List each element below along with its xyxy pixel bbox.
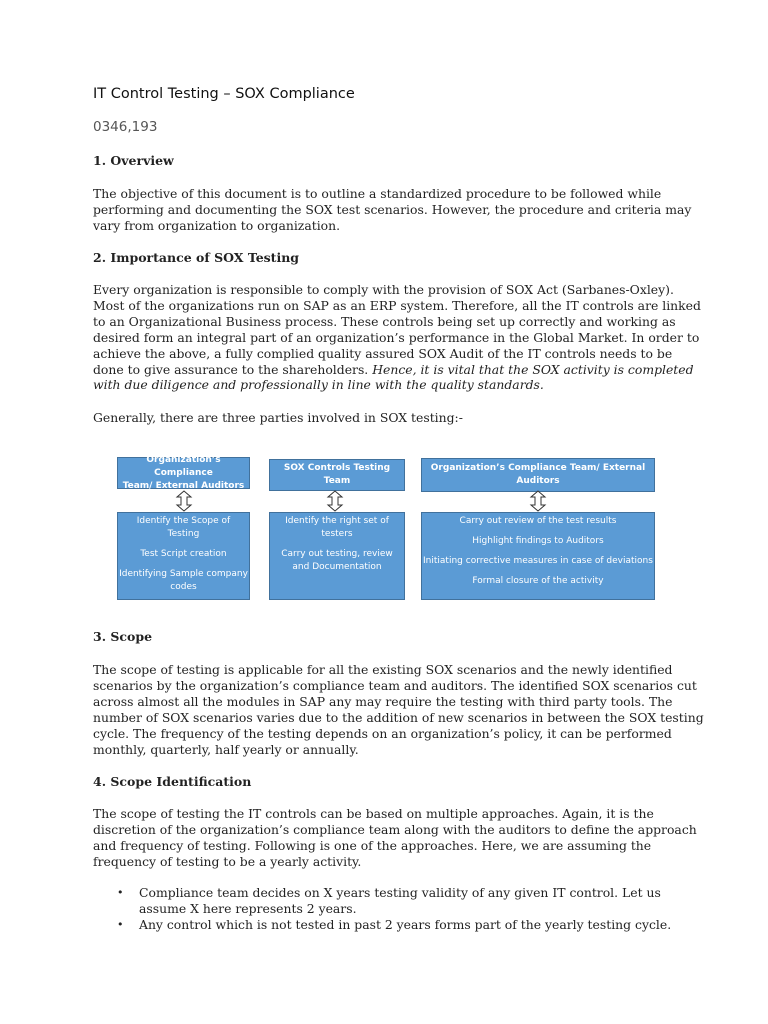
text-line: number of SOX scenarios varies due to the addition of new scenarios in between the SOX testing	[93, 709, 704, 725]
text-line: across almost all the modules in SAP any may require the testing with third party tools. The	[93, 693, 673, 709]
paragraph-scope	[93, 662, 704, 757]
text-line: and frequency of testing. Following is one of the approaches. Here, we are assuming the	[93, 837, 652, 853]
text-line: Most of the organizations run on SAP as an ERP system. Therefore, all the IT controls are linked	[93, 297, 701, 313]
text-line: assume X here represents 2 years.	[139, 900, 357, 916]
text-line: frequency of testing to be a yearly activity.	[93, 853, 362, 869]
text-line: monthly, quarterly, half yearly or annually.	[93, 741, 359, 757]
diagram-text: Carry out review of the test results	[459, 516, 617, 526]
diagram-text: Identify the Scope of	[136, 516, 231, 526]
text-italic: Hence, it is vital that the SOX activity is completed	[372, 361, 694, 377]
diagram-text: codes	[170, 582, 197, 592]
list-item	[117, 917, 677, 933]
diagram-text: Organization’s Compliance Team/ External	[430, 463, 646, 473]
diagram-text: Testing	[167, 529, 200, 539]
text-line: performing and documenting the SOX test scenarios. However, the procedure and criteria may	[93, 201, 692, 217]
section-heading-scope-identification: 4. Scope Identification	[93, 774, 252, 789]
text-line: The scope of testing is applicable for all the existing SOX scenarios and the newly identified	[93, 662, 673, 677]
document-title: IT Control Testing – SOX Compliance	[93, 86, 355, 102]
diagram-text: Test Script creation	[140, 549, 227, 559]
text-line: cycle. The frequency of the testing depends on an organization’s policy, it can be performed	[93, 725, 672, 741]
text-line: scenarios by the organization’s compliance team and auditors. The identified SOX scenarios cut	[93, 677, 697, 693]
text-line: discretion of the organization’s compliance team along with the auditors to define the approach	[93, 821, 697, 837]
diagram-text: SOX Controls Testing Team	[283, 463, 391, 486]
text-plain: done to give assurance to the shareholders.	[93, 361, 373, 377]
bullet-icon: •	[117, 917, 124, 931]
scope-bullet-list	[117, 885, 677, 932]
text-line	[93, 361, 694, 378]
document-number: 0346,193	[93, 119, 158, 135]
diagram-text: Organization’s Compliance	[146, 454, 221, 478]
diagram-header-compliance-external-auditors	[421, 458, 655, 492]
diagram-text: Carry out testing, review	[281, 549, 393, 559]
bullet-icon: •	[117, 886, 124, 899]
double-arrow-icon	[523, 490, 553, 512]
diagram-text: Formal closure of the activity	[472, 576, 604, 586]
list-item	[117, 885, 677, 917]
diagram-text: testers	[321, 529, 353, 539]
diagram-header-testing-team	[269, 459, 405, 491]
paragraph-scope-identification	[93, 806, 697, 870]
diagram-text: Team/ External Auditors	[122, 480, 245, 491]
paragraph-overview	[93, 186, 692, 234]
diagram-text: Identifying Sample company	[119, 569, 248, 579]
diagram-header-compliance-auditors	[117, 454, 250, 491]
double-arrow-icon	[320, 490, 350, 512]
text-line	[93, 377, 678, 393]
text-italic: with due diligence and professionally in line with the quality standards.	[93, 377, 544, 393]
text-line: Any control which is not tested in past 2 years forms part of the yearly testing cycle.	[139, 916, 672, 932]
text-line: to an Organizational Business process. These controls being set up correctly and working as	[93, 313, 676, 329]
text-line: achieve the above, a fully complied quality assured SOX Audit of the IT controls needs to be	[93, 345, 673, 361]
text-line: Generally, there are three parties involved in SOX testing:-	[93, 410, 463, 425]
text-line: Every organization is responsible to comply with the provision of SOX Act (Sarbanes-Oxley).	[93, 282, 674, 297]
diagram-text: Auditors	[516, 476, 560, 486]
section-heading-scope: 3. Scope	[93, 629, 153, 644]
diagram-body-compliance-external-auditors	[421, 512, 655, 600]
section-heading-overview: 1. Overview	[93, 153, 174, 168]
text-line: desired form an integral part of an organization’s performance in the Global Market. In order to	[93, 329, 700, 345]
diagram-text: Highlight findings to Auditors	[472, 536, 604, 546]
text-line: The objective of this document is to outline a standardized procedure to be followed while	[93, 186, 662, 201]
double-arrow-icon	[169, 490, 199, 512]
text-line: vary from organization to organization.	[93, 217, 341, 233]
text-line: Compliance team decides on X years testing validity of any given IT control. Let us	[139, 885, 661, 900]
section-heading-importance: 2. Importance of SOX Testing	[93, 250, 300, 265]
diagram-text: and Documentation	[292, 562, 382, 572]
sox-parties-diagram	[117, 456, 657, 602]
diagram-text: Initiating corrective measures in case of deviations	[423, 556, 653, 566]
text-line: The scope of testing the IT controls can be based on multiple approaches. Again, it is the	[93, 806, 654, 821]
diagram-body-testing-team	[269, 512, 405, 600]
paragraph-parties-intro	[93, 410, 678, 426]
paragraph-importance	[93, 282, 701, 393]
diagram-text: Identify the right set of	[285, 516, 389, 526]
diagram-body-compliance-auditors	[117, 512, 250, 600]
